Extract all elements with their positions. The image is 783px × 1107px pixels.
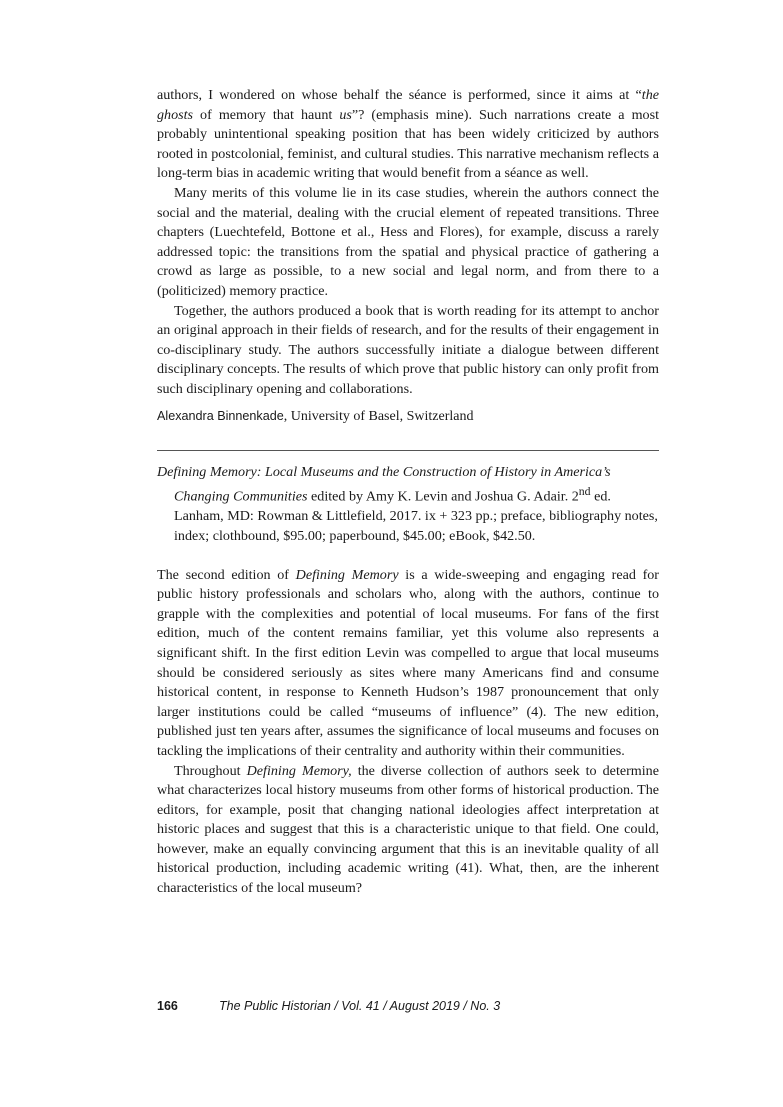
book-citation: Defining Memory: Local Museums and the Construction of History in America’s Changing Communities edited by Amy K. Levin and Joshua G. Adair. 2nd ed. Lanham, MD: Rowman & Littlefield, 2017. ix + 323 pp.; preface, bibliography notes, index; clothbound, $95.00; paperbound, $45.00; eBook, $42.50. [157,463,658,544]
reviewer-name: Alexandra Binnenkade [157,408,284,423]
review2-paragraph-2: Throughout Defining Memory, the diverse collection of authors seek to determine what characterizes local history museums from other forms of historical production. The editors, for example, posit that changing national ideologies affect interpretation at historic places and suggest that this is a characteristic unique to that field. One could, however, make an equally convincing argument that this is an inevitable quality of all historical production, including academic writing (41). What, then, are the inherent characteristics of the local museum? [157,762,659,897]
page-footer [157,999,659,1013]
book-title: Defining Memory: Local Museums and the Construction of History in America’s Changing Communities [157,463,611,505]
section-divider [157,450,659,451]
review1-paragraph-1: authors, I wondered on whose behalf the séance is performed, since it aims at “the ghosts of memory that haunt us”? (emphasis mine). Such narrations create a most probably unintentional speaking position that has been widely criticized by authors rooted in postcolonial, feminist, and cultural studies. This narrative mechanism reflects a long-term bias in academic writing that would benefit from a séance as well. [157,87,659,182]
page-number: 166 [157,999,178,1013]
reviewer-affiliation: , University of Basel, Switzerland [283,408,474,424]
review1-paragraph-3: Together, the authors produced a book that is worth reading for its attempt to anchor an original approach in their fields of research, and for the results of their engagement in co-disciplinary study. The authors successfully initiate a dialogue between different disciplinary concepts. The results of which prove that public history can only profit from such disciplinary opening and collaborations. [157,302,659,397]
review2-paragraph-1: The second edition of Defining Memory is a wide-sweeping and engaging read for public history professionals and scholars who, along with the authors, continue to grapple with the complexities and potential of local museums. For fans of the first edition, much of the content remains familiar, yet this volume also represents a significant shift. In the first edition Levin was compelled to argue that local museums should be considered seriously as sites where many Americans find and consume historical content, in response to Kenneth Hudson’s 1987 pronouncement that only larger institutions could be called “museums of influence” (4). The new edition, published just ten years after, assumes the significance of local museums and focuses on tackling the implications of their centrality and authority within their communities. [157,566,660,759]
reviewer-signature [157,407,659,426]
journal-info: The Public Historian / Vol. 41 / August 2019 / No. 3 [219,999,501,1013]
review1-paragraph-2: Many merits of this volume lie in its case studies, wherein the authors connect the social and the material, dealing with the crucial element of repeated transitions. Three chapters (Luechtefeld, Bottone et al., Hess and Flores), for example, discuss a rarely addressed topic: the transitions from the spatial and physical practice of gathering a crowd as large as possible, to a new social and legal norm, and from there to a (politicized) memory practice. [157,184,659,299]
page-body [157,86,659,899]
